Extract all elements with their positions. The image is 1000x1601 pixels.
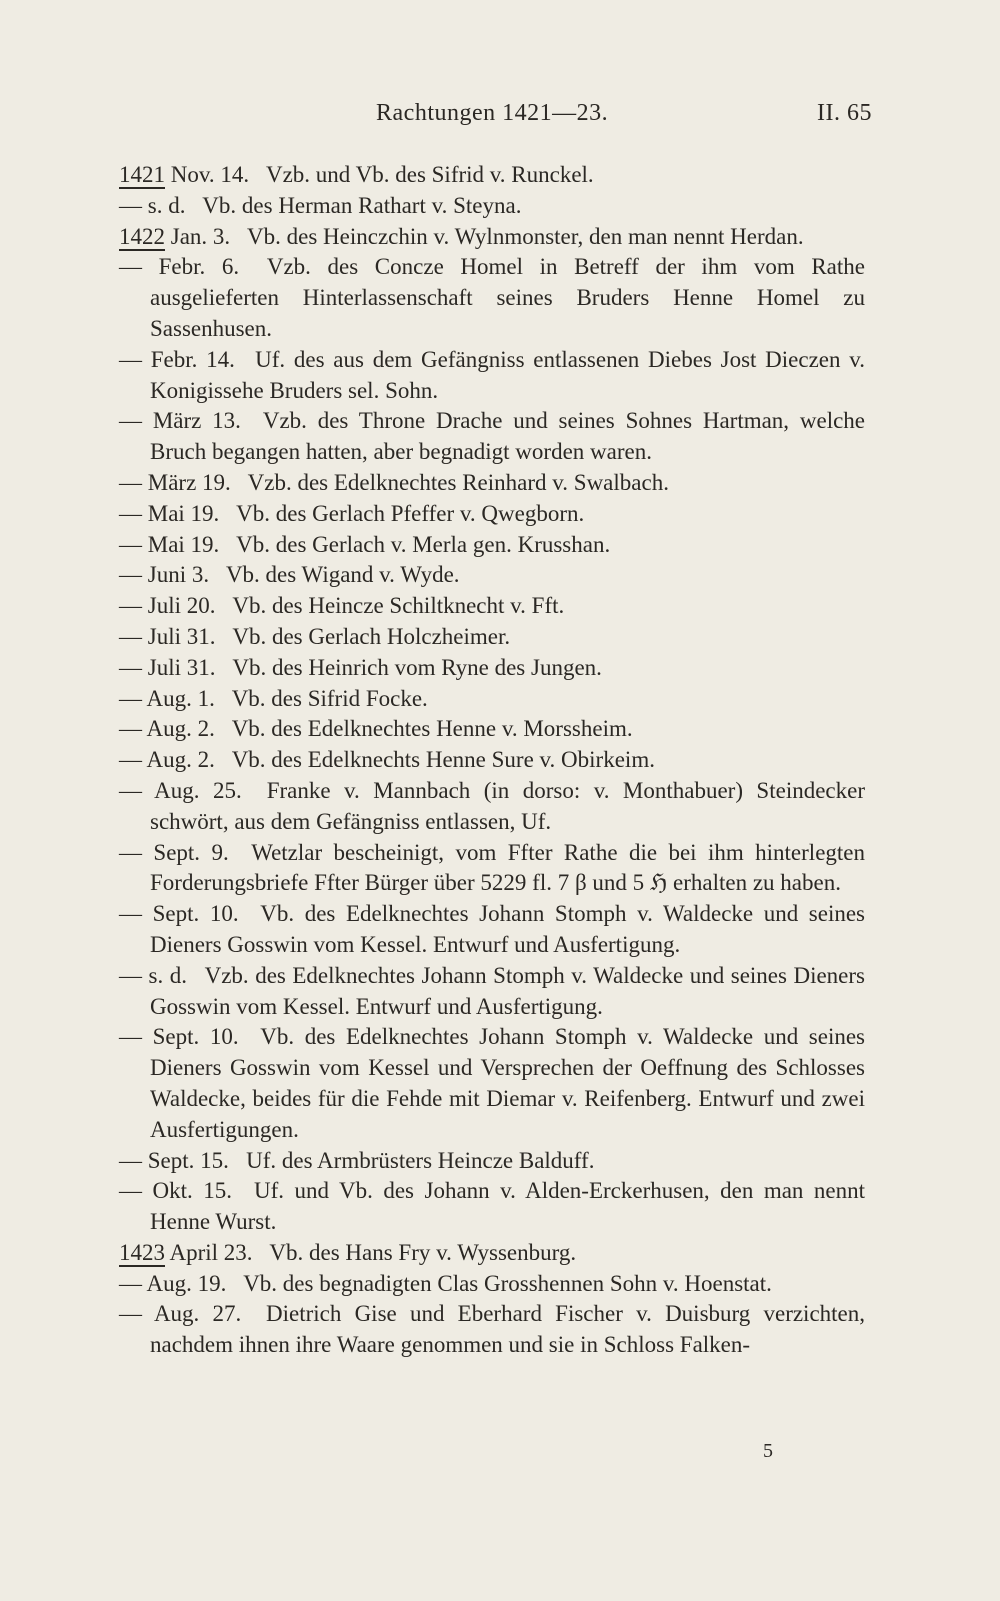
- register-entry: [119, 345, 865, 407]
- entry-day: April 23.: [165, 1239, 253, 1265]
- entry-text: Uf. des Armbrüsters Heincze Balduff.: [246, 1147, 595, 1173]
- register-entry: [119, 1238, 865, 1269]
- entry-text: Vb. des Edelknechtes Johann Stomph v. Waldecke und seines Dieners Gosswin vom Kessel. Entwurf und Ausfertigung.: [150, 901, 865, 957]
- entry-text: Vb. des Edelknechts Henne Sure v. Obirkeim.: [231, 747, 655, 773]
- entry-day: — Aug. 27.: [119, 1301, 242, 1327]
- entry-date: [119, 408, 241, 433]
- entry-day: — Juni 3.: [119, 562, 210, 588]
- entry-text: Vzb. des Edelknechtes Reinhard v. Swalbach.: [247, 469, 669, 495]
- entry-text: Uf. des aus dem Gefängniss entlassenen Diebes Jost Dieczen v. Konigissehe Bruders sel. Sohn.: [150, 346, 866, 403]
- register-entry: [119, 1146, 865, 1177]
- entry-text: Vzb. des Edelknechtes Johann Stomph v. Waldecke und seines Dieners Gosswin vom Kessel. Entwurf und Ausfertigung.: [150, 962, 866, 1019]
- entry-day: — Aug. 2.: [119, 716, 215, 742]
- entry-text: Vb. des Gerlach Holczheimer.: [232, 623, 511, 649]
- entry-date: [119, 963, 187, 988]
- register-entry: [119, 653, 865, 684]
- entry-date: [119, 562, 209, 587]
- entry-list: [119, 160, 865, 1361]
- entry-text: Vb. des Edelknechtes Henne v. Morssheim.: [231, 716, 633, 742]
- entry-date: [119, 254, 239, 279]
- entry-date: [119, 532, 219, 557]
- register-entry: [119, 714, 865, 745]
- entry-date: [119, 716, 215, 741]
- register-entry: [119, 684, 865, 715]
- entry-text: Vzb. des Throne Drache und seines Sohnes Hartman, welche Bruch begangen hatten, aber begnadigt worden waren.: [150, 408, 865, 465]
- entry-date: [119, 686, 215, 711]
- entry-text: Uf. und Vb. des Johann v. Alden-Erckerhusen, den man nennt Henne Wurst.: [150, 1178, 866, 1235]
- entry-text: Vb. des Heinczchin v. Wylnmonster, den man nennt Herdan.: [247, 223, 804, 249]
- entry-day: — Aug. 19.: [119, 1270, 227, 1296]
- entry-date: [119, 501, 219, 526]
- entry-date: [119, 624, 215, 649]
- register-entry: [119, 1176, 865, 1238]
- register-entry: [119, 776, 865, 838]
- entry-day: — Aug. 25.: [119, 777, 242, 803]
- entry-date: [119, 193, 185, 218]
- entry-day: — Aug. 1.: [119, 685, 215, 711]
- entry-text: Franke v. Mannbach (in dorso: v. Monthabuer) Steindecker schwört, aus dem Gefängniss entlassen, Uf.: [150, 777, 866, 834]
- register-entry: [119, 468, 865, 499]
- entry-text: Vb. des Heincze Schiltknecht v. Fft.: [232, 593, 565, 619]
- entry-day: — Mai 19.: [119, 500, 220, 526]
- entry-day: Nov. 14.: [165, 162, 250, 187]
- entry-day: — Sept. 15.: [119, 1147, 229, 1173]
- entry-date: [119, 1178, 232, 1203]
- entry-year: 1423: [119, 1239, 165, 1265]
- register-entry: [119, 899, 865, 961]
- register-entry: [119, 961, 865, 1023]
- entry-day: — Aug. 2.: [119, 747, 215, 773]
- entry-day: — Juli 31.: [119, 623, 216, 649]
- signature-mark: 5: [763, 1440, 773, 1462]
- entry-day: — Mai 19.: [119, 531, 220, 557]
- register-entry: [119, 838, 865, 900]
- entry-day: — Juli 20.: [119, 593, 216, 619]
- register-entry: [119, 530, 865, 561]
- register-entry: [119, 406, 865, 468]
- entry-date: [119, 1148, 229, 1173]
- register-entry: [119, 560, 865, 591]
- entry-date: [119, 470, 231, 495]
- entry-day: Jan. 3.: [165, 223, 231, 249]
- entry-date: [119, 1024, 239, 1049]
- entry-day: — s. d.: [119, 962, 187, 988]
- entry-day: — Sept. 10.: [119, 901, 239, 927]
- entry-year: 1422: [119, 223, 165, 249]
- entry-text: Vb. des begnadigten Clas Grosshennen Sohn v. Hoenstat.: [243, 1270, 772, 1296]
- entry-day: — Okt. 15.: [119, 1178, 232, 1204]
- entry-date: [119, 901, 239, 926]
- register-entry: [119, 591, 865, 622]
- entry-text: Vb. des Edelknechtes Johann Stomph v. Waldecke und seines Dieners Gosswin vom Kessel und Versprechen der Oeffnung des Schlosses Waldecke, beides für die Fehde mit Diemar v. Reifenberg. Entwurf und zwei Ausfertigungen.: [150, 1024, 865, 1142]
- entry-date: [119, 655, 215, 680]
- entry-text: Vb. des Gerlach v. Merla gen. Krusshan.: [236, 531, 611, 557]
- entry-day: — Juli 31.: [119, 654, 216, 680]
- register-entry: [119, 622, 865, 653]
- running-title: Rachtungen 1421—23.: [376, 100, 609, 126]
- entry-day: — Sept. 10.: [119, 1024, 239, 1050]
- register-entry: [119, 1022, 865, 1145]
- entry-date: [119, 162, 249, 187]
- register-entry: [119, 160, 865, 191]
- entry-date: [119, 1240, 253, 1265]
- entry-text: Vzb. des Concze Homel in Betreff der ihm vom Rathe ausgelieferten Hinterlassenschaft seines Bruders Henne Homel zu Sassenhusen.: [150, 254, 865, 341]
- entry-date: [119, 593, 215, 618]
- entry-day: — März 19.: [119, 469, 231, 495]
- entry-day: — Sept. 9.: [119, 839, 229, 865]
- entry-text: Vb. des Wigand v. Wyde.: [225, 562, 460, 588]
- entry-text: Dietrich Gise und Eberhard Fischer v. Duisburg verzichten, nachdem ihnen ihre Waare genommen und sie in Schloss Falken-: [150, 1301, 866, 1358]
- entry-text: Vb. des Gerlach Pfeffer v. Qwegborn.: [236, 500, 585, 526]
- entry-text: Wetzlar bescheinigt, vom Ffter Rathe die bei ihm hinterlegten Forderungsbriefe Ffter Bürger über 5229 fl. 7 β und 5 ℌ erhalten zu haben.: [150, 839, 866, 896]
- entry-text: Vb. des Herman Rathart v. Steyna.: [202, 192, 522, 218]
- register-entry: [119, 745, 865, 776]
- entry-text: Vzb. und Vb. des Sifrid v. Runckel.: [265, 162, 594, 187]
- entry-text: Vb. des Heinrich vom Ryne des Jungen.: [232, 654, 602, 680]
- register-entry: [119, 222, 865, 253]
- entry-year: 1421: [119, 162, 165, 187]
- entry-text: Vb. des Hans Fry v. Wyssenburg.: [269, 1239, 577, 1265]
- entry-day: — Febr. 6.: [119, 254, 240, 280]
- register-entry: [119, 1299, 865, 1361]
- entry-day: — s. d.: [119, 192, 186, 218]
- entry-date: [119, 1301, 241, 1326]
- register-entry: [119, 499, 865, 530]
- entry-date: [119, 747, 215, 772]
- entry-date: [119, 778, 242, 803]
- register-entry: [119, 191, 865, 222]
- page-header: [376, 100, 872, 140]
- entry-text: Vb. des Sifrid Focke.: [231, 685, 428, 711]
- entry-date: [119, 224, 230, 249]
- entry-day: — März 13.: [119, 408, 241, 434]
- page-number: II. 65: [817, 100, 872, 126]
- entry-date: [119, 347, 235, 372]
- entry-date: [119, 840, 229, 865]
- entry-day: — Febr. 14.: [119, 346, 235, 372]
- entry-date: [119, 1271, 226, 1296]
- register-entry: [119, 1269, 865, 1300]
- register-entry: [119, 252, 865, 344]
